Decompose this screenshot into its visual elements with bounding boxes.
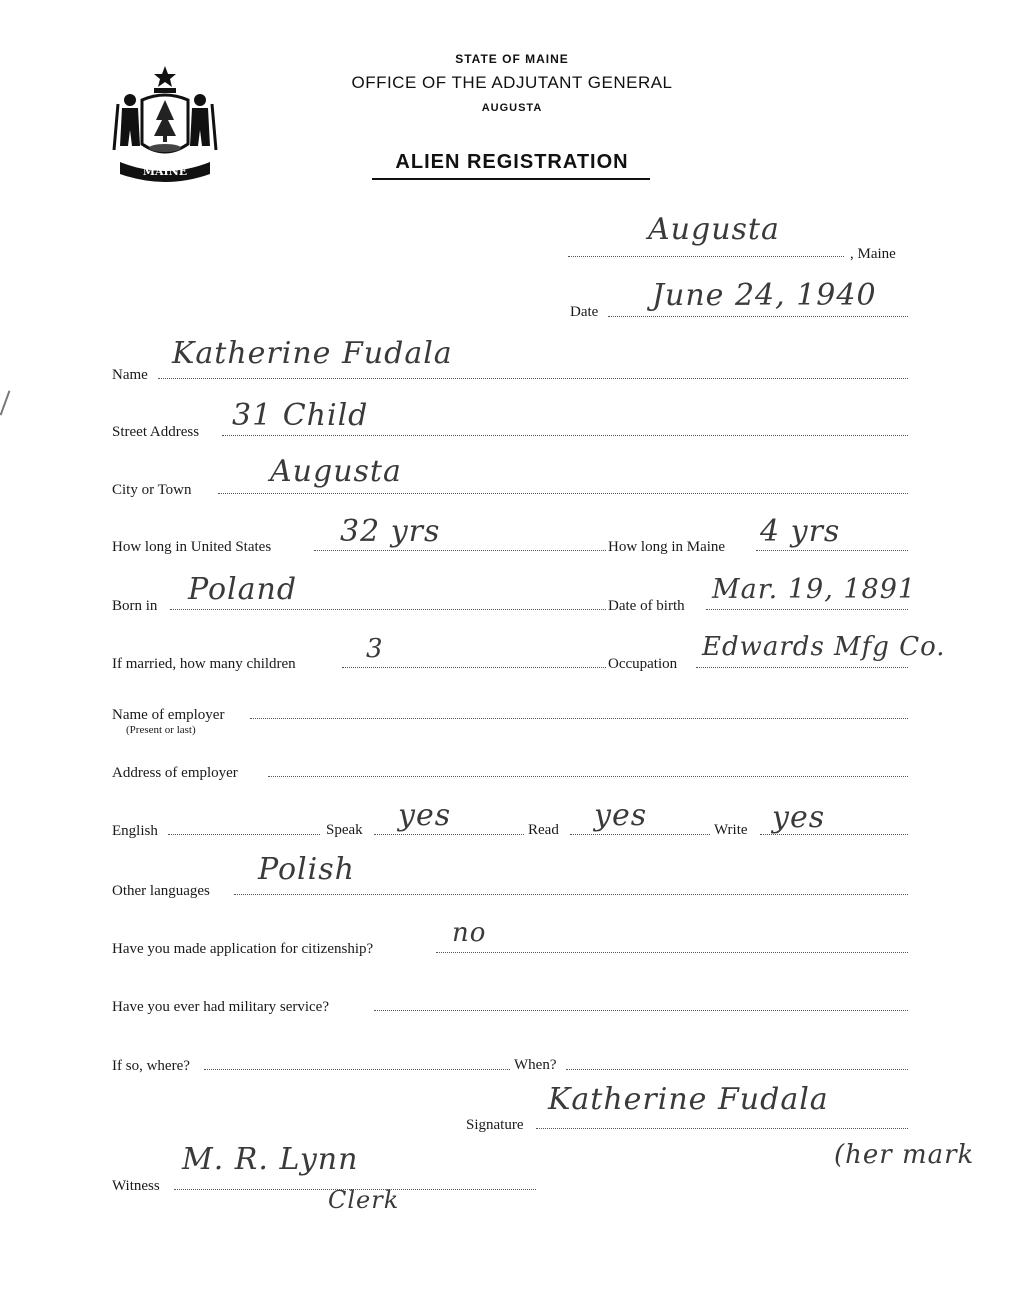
her-mark-note: (her mark xyxy=(834,1140,975,1170)
name-value: Katherine Fudala xyxy=(172,336,453,371)
occupation-label: Occupation xyxy=(608,656,678,672)
children-line xyxy=(342,667,606,668)
header-city: AUGUSTA xyxy=(481,102,543,114)
other-languages-label: Other languages xyxy=(112,883,210,899)
speak-value: yes xyxy=(398,798,452,833)
how-long-us-label: How long in United States xyxy=(112,539,272,555)
employer-label: Name of employer xyxy=(112,707,225,723)
city-label: City or Town xyxy=(112,482,192,498)
name-label: Name xyxy=(112,367,148,383)
english-label: English xyxy=(112,823,158,839)
citizenship-label: Have you made application for citizenship? xyxy=(112,941,374,957)
date-line xyxy=(608,316,908,317)
witness-label: Witness xyxy=(112,1178,160,1194)
header-office: OFFICE OF THE ADJUTANT GENERAL xyxy=(351,73,673,92)
signature-value: Katherine Fudala xyxy=(548,1082,829,1117)
how-long-maine-value: 4 yrs xyxy=(760,514,841,549)
children-label: If married, how many children xyxy=(112,656,296,672)
name-line xyxy=(158,378,908,379)
street-value: 31 Child xyxy=(232,398,369,433)
signature-label: Signature xyxy=(466,1117,524,1133)
speak-line xyxy=(374,834,524,835)
children-value: 3 xyxy=(366,634,384,664)
occupation-line xyxy=(696,667,908,668)
other-languages-value: Polish xyxy=(258,852,355,887)
military-line xyxy=(374,1010,908,1011)
form-title: ALIEN REGISTRATION xyxy=(395,151,629,173)
employer-address-line xyxy=(268,776,908,777)
date-value: June 24, 1940 xyxy=(652,278,877,313)
where-label: If so, where? xyxy=(112,1058,190,1074)
witness-value: M. R. Lynn xyxy=(182,1142,359,1177)
read-value: yes xyxy=(594,798,648,833)
title-underline xyxy=(372,178,650,180)
write-value: yes xyxy=(772,800,826,835)
citizenship-value: no xyxy=(452,918,487,948)
born-in-value: Poland xyxy=(188,572,298,607)
street-line xyxy=(222,435,908,436)
employer-address-label: Address of employer xyxy=(112,765,238,781)
english-line xyxy=(168,834,320,835)
citizenship-line xyxy=(436,952,908,953)
read-line xyxy=(570,834,710,835)
date-of-birth-label: Date of birth xyxy=(608,598,685,614)
how-long-us-value: 32 yrs xyxy=(340,514,441,549)
write-label: Write xyxy=(714,822,748,838)
city-line xyxy=(218,493,908,494)
read-label: Read xyxy=(528,822,559,838)
city-top-value: Augusta xyxy=(648,212,780,247)
date-of-birth-line xyxy=(706,609,908,610)
employer-note: (Present or last) xyxy=(126,724,196,736)
how-long-us-line xyxy=(314,550,606,551)
occupation-value: Edwards Mfg Co. xyxy=(702,632,946,662)
speak-label: Speak xyxy=(326,822,363,838)
other-languages-line xyxy=(234,894,908,895)
header-state: STATE OF MAINE xyxy=(455,52,569,66)
city-value: Augusta xyxy=(270,454,402,489)
when-label: When? xyxy=(514,1057,557,1073)
margin-mark xyxy=(0,390,10,415)
born-in-line xyxy=(170,609,606,610)
employer-line xyxy=(250,718,908,719)
military-label: Have you ever had military service? xyxy=(112,999,329,1015)
how-long-maine-label: How long in Maine xyxy=(608,539,726,555)
when-line xyxy=(566,1069,908,1070)
city-top-line xyxy=(568,256,844,257)
where-line xyxy=(204,1069,510,1070)
born-in-label: Born in xyxy=(112,598,158,614)
witness-title: Clerk xyxy=(328,1186,400,1214)
maine-label: , Maine xyxy=(850,246,896,262)
date-label: Date xyxy=(570,304,599,320)
street-label: Street Address xyxy=(112,424,200,440)
signature-line xyxy=(536,1128,908,1129)
how-long-maine-line xyxy=(756,550,908,551)
seal-label: MAINE xyxy=(142,165,188,178)
date-of-birth-value: Mar. 19, 1891 xyxy=(712,574,917,605)
